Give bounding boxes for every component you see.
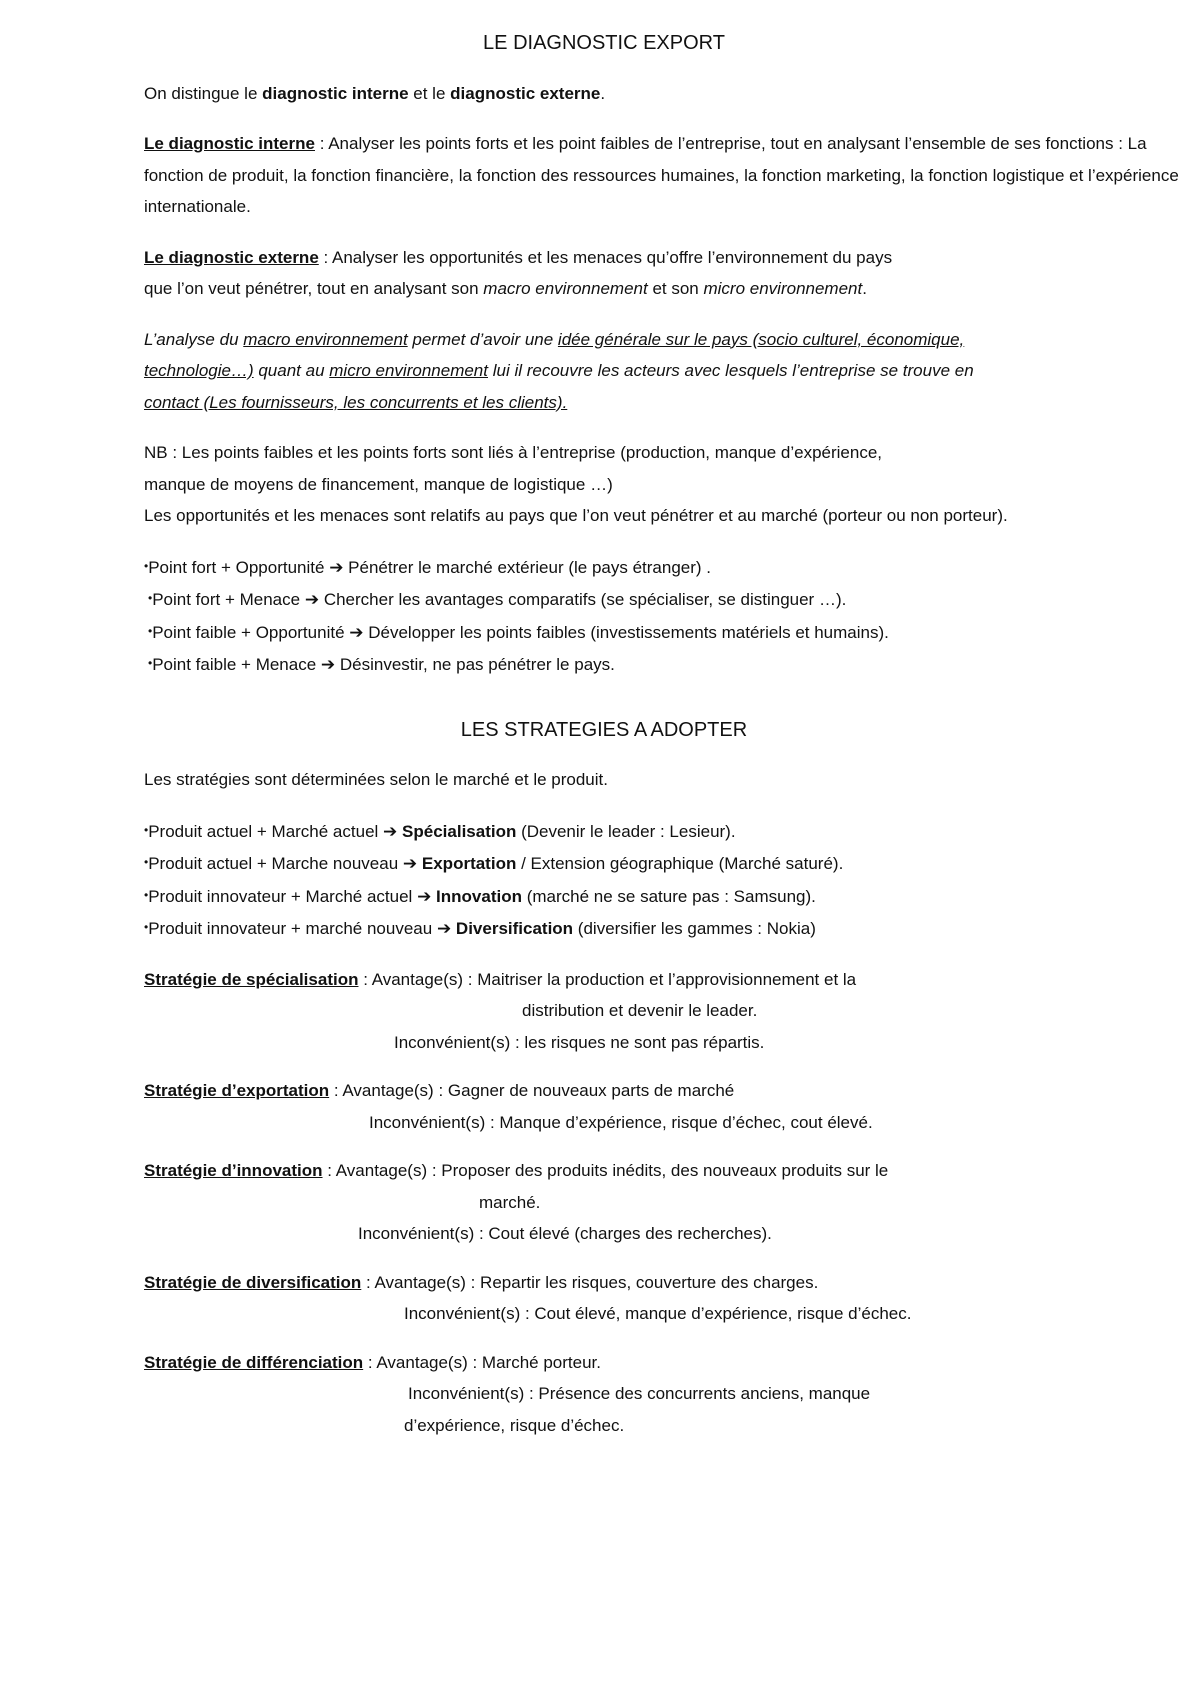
external-diagnostic-paragraph	[144, 242, 1184, 305]
strategy-condition: Produit actuel + Marche nouveau	[148, 854, 399, 873]
intro-text: .	[600, 83, 606, 103]
intro-text: On distingue le	[144, 83, 263, 103]
arrow-right-icon: ➔	[349, 622, 364, 642]
strategies-intro: Les stratégies sont déterminées selon le marché et le produit.	[144, 770, 608, 789]
document-title: LE DIAGNOSTIC EXPORT	[483, 32, 725, 54]
analysis-text: L’analyse du	[144, 329, 244, 349]
section-title-strategies: LES STRATEGIES A ADOPTER	[460, 718, 748, 741]
disadvantage-text: Inconvénient(s) : Manque d’expérience, risque d’échec, cout élevé.	[369, 1112, 873, 1132]
micro-term: micro environnement	[703, 279, 863, 298]
strategy-diversification	[144, 1267, 1184, 1330]
internal-diagnostic-text: : Analyser les points forts et les point faibles de l’entreprise, tout en analysant l’ensemble de ses fonctions : La fonction de produit, la fonction financière, la fonction des ressources humaines, la fonction marketing, la fonction logistique et l’expérience internationale.	[144, 134, 1179, 216]
strategy-detail: (diversifier les gammes : Nokia)	[573, 919, 816, 938]
intro-paragraph	[144, 78, 1184, 110]
advantage-text: : Avantage(s) : Gagner de nouveaux parts de marché	[329, 1081, 735, 1100]
advantage-text: : Avantage(s) : Maitriser la production et l’approvisionnement et la	[358, 969, 857, 989]
bullet-icon: •	[148, 656, 153, 670]
strategy-label: Stratégie d’exportation	[144, 1081, 330, 1100]
advantage-line	[144, 1347, 1184, 1379]
strategy-label: Stratégie de différenciation	[144, 1352, 364, 1372]
bullet-icon: •	[144, 822, 149, 837]
disadvantage-text: Inconvénient(s) : les risques ne sont pas répartis.	[394, 1032, 765, 1052]
advantage-line	[144, 1075, 1184, 1107]
strategy-key: Spécialisation	[402, 821, 517, 841]
external-diagnostic-text: .	[862, 279, 867, 298]
strategy-condition: Produit innovateur + marché nouveau	[148, 919, 433, 938]
list-item	[144, 583, 1184, 616]
term-external: diagnostic externe	[450, 83, 601, 103]
strategy-detail: (Devenir le leader : Lesieur).	[516, 821, 736, 841]
analysis-text: quant au	[253, 361, 330, 380]
combo-right: Chercher les avantages comparatifs (se spécialiser, se distinguer …).	[323, 590, 847, 609]
strategy-key: Diversification	[455, 919, 574, 938]
list-item	[144, 551, 1184, 584]
advantage-line	[144, 1155, 1184, 1187]
bullet-icon: •	[148, 591, 153, 605]
disadvantage-text: Inconvénient(s) : Cout élevé, manque d’expérience, risque d’échec.	[404, 1304, 912, 1323]
combo-right: Développer les points faibles (investissements matériels et humains).	[368, 622, 889, 642]
strategy-detail: (marché ne se sature pas : Samsung).	[522, 886, 816, 906]
advantage-text: distribution et devenir le leader.	[522, 1001, 758, 1020]
combo-right: Désinvestir, ne pas pénétrer le pays.	[339, 655, 615, 674]
strategy-specialisation	[144, 964, 1184, 1059]
strategy-label: Stratégie de spécialisation	[144, 969, 359, 989]
strategy-innovation	[144, 1155, 1184, 1250]
advantage-text: : Avantage(s) : Marché porteur.	[363, 1352, 601, 1372]
external-diagnostic-label: Le diagnostic externe	[144, 247, 319, 267]
advantage-line	[144, 1267, 1184, 1299]
strategy-detail: / Extension géographique (Marché saturé).	[516, 854, 844, 873]
list-item	[144, 912, 1184, 945]
macro-term: macro environnement	[483, 279, 648, 298]
external-diagnostic-text: : Analyser les opportunités et les menaces qu’offre l’environnement du pays	[318, 247, 893, 267]
strategy-condition: Produit actuel + Marché actuel	[148, 821, 379, 841]
disadvantage-text: Inconvénient(s) : Cout élevé (charges des recherches).	[358, 1224, 772, 1243]
combo-left: Point faible + Menace	[152, 655, 317, 674]
advantage-text: marché.	[479, 1192, 541, 1212]
analysis-text: permet d’avoir une	[407, 329, 558, 349]
list-item	[144, 815, 1184, 848]
arrow-right-icon: ➔	[436, 919, 452, 938]
external-diagnostic-text: que l’on veut pénétrer, tout en analysant son	[144, 279, 484, 298]
strategy-key: Exportation	[421, 854, 517, 873]
strategy-condition: Produit innovateur + Marché actuel	[148, 886, 413, 906]
bullet-icon: •	[144, 855, 149, 869]
combo-left: Point faible + Opportunité	[152, 622, 345, 642]
arrow-right-icon: ➔	[417, 886, 432, 906]
bullet-icon: •	[148, 623, 153, 638]
analysis-underline: micro environnement	[329, 361, 488, 380]
nb-paragraph	[144, 437, 1184, 532]
analysis-paragraph	[144, 324, 1014, 419]
analysis-text: lui il recouvre les acteurs avec lesquels l’entreprise se trouve en	[488, 361, 974, 380]
internal-diagnostic-label: Le diagnostic interne	[144, 134, 315, 153]
swot-combination-list	[144, 551, 1184, 681]
combo-left: Point fort + Menace	[152, 590, 301, 609]
combo-right: Pénétrer le marché extérieur (le pays étranger) .	[348, 557, 711, 577]
strategy-label: Stratégie d’innovation	[144, 1161, 323, 1180]
arrow-right-icon: ➔	[329, 557, 344, 577]
bullet-icon: •	[144, 887, 149, 902]
strategy-label: Stratégie de diversification	[144, 1272, 362, 1292]
advantage-text: : Avantage(s) : Proposer des produits inédits, des nouveaux produits sur le	[322, 1161, 889, 1180]
list-item	[144, 880, 1184, 913]
nb-line: Les opportunités et les menaces sont relatifs au pays que l’on veut pénétrer et au marché (porteur ou non porteur).	[144, 506, 1008, 525]
strategy-differentiation	[144, 1347, 1184, 1442]
strategy-exportation	[144, 1075, 1184, 1138]
strategy-key: Innovation	[436, 886, 522, 906]
analysis-underline: contact (Les fournisseurs, les concurrents et les clients).	[144, 392, 568, 412]
list-item	[144, 616, 1184, 649]
nb-line: NB : Les points faibles et les points forts sont liés à l’entreprise (production, manque d’expérience,	[144, 443, 883, 462]
disadvantage-text: d’expérience, risque d’échec.	[404, 1415, 625, 1435]
intro-text: et le	[408, 83, 451, 103]
bullet-icon: •	[144, 920, 149, 934]
list-item	[144, 648, 1184, 681]
internal-diagnostic-paragraph	[144, 128, 1184, 223]
disadvantage-text: Inconvénient(s) : Présence des concurrents anciens, manque	[408, 1384, 871, 1403]
arrow-right-icon: ➔	[320, 655, 336, 674]
nb-line: manque de moyens de financement, manque de logistique …)	[144, 474, 613, 494]
document-page	[144, 28, 1184, 1458]
advantage-text: : Avantage(s) : Repartir les risques, couverture des charges.	[361, 1272, 819, 1292]
strategy-matrix-list	[144, 815, 1184, 945]
analysis-underline: idée générale sur le pays (socio culturel, économique, technologie…)	[144, 329, 965, 380]
analysis-underline: macro environnement	[243, 329, 408, 349]
combo-left: Point fort + Opportunité	[148, 557, 325, 577]
external-diagnostic-text: et son	[647, 279, 704, 298]
list-item	[144, 847, 1184, 880]
bullet-icon: •	[144, 558, 149, 573]
arrow-right-icon: ➔	[304, 590, 320, 609]
advantage-line	[144, 964, 1184, 996]
arrow-right-icon: ➔	[402, 854, 418, 873]
term-internal: diagnostic interne	[262, 83, 409, 103]
arrow-right-icon: ➔	[383, 821, 398, 841]
